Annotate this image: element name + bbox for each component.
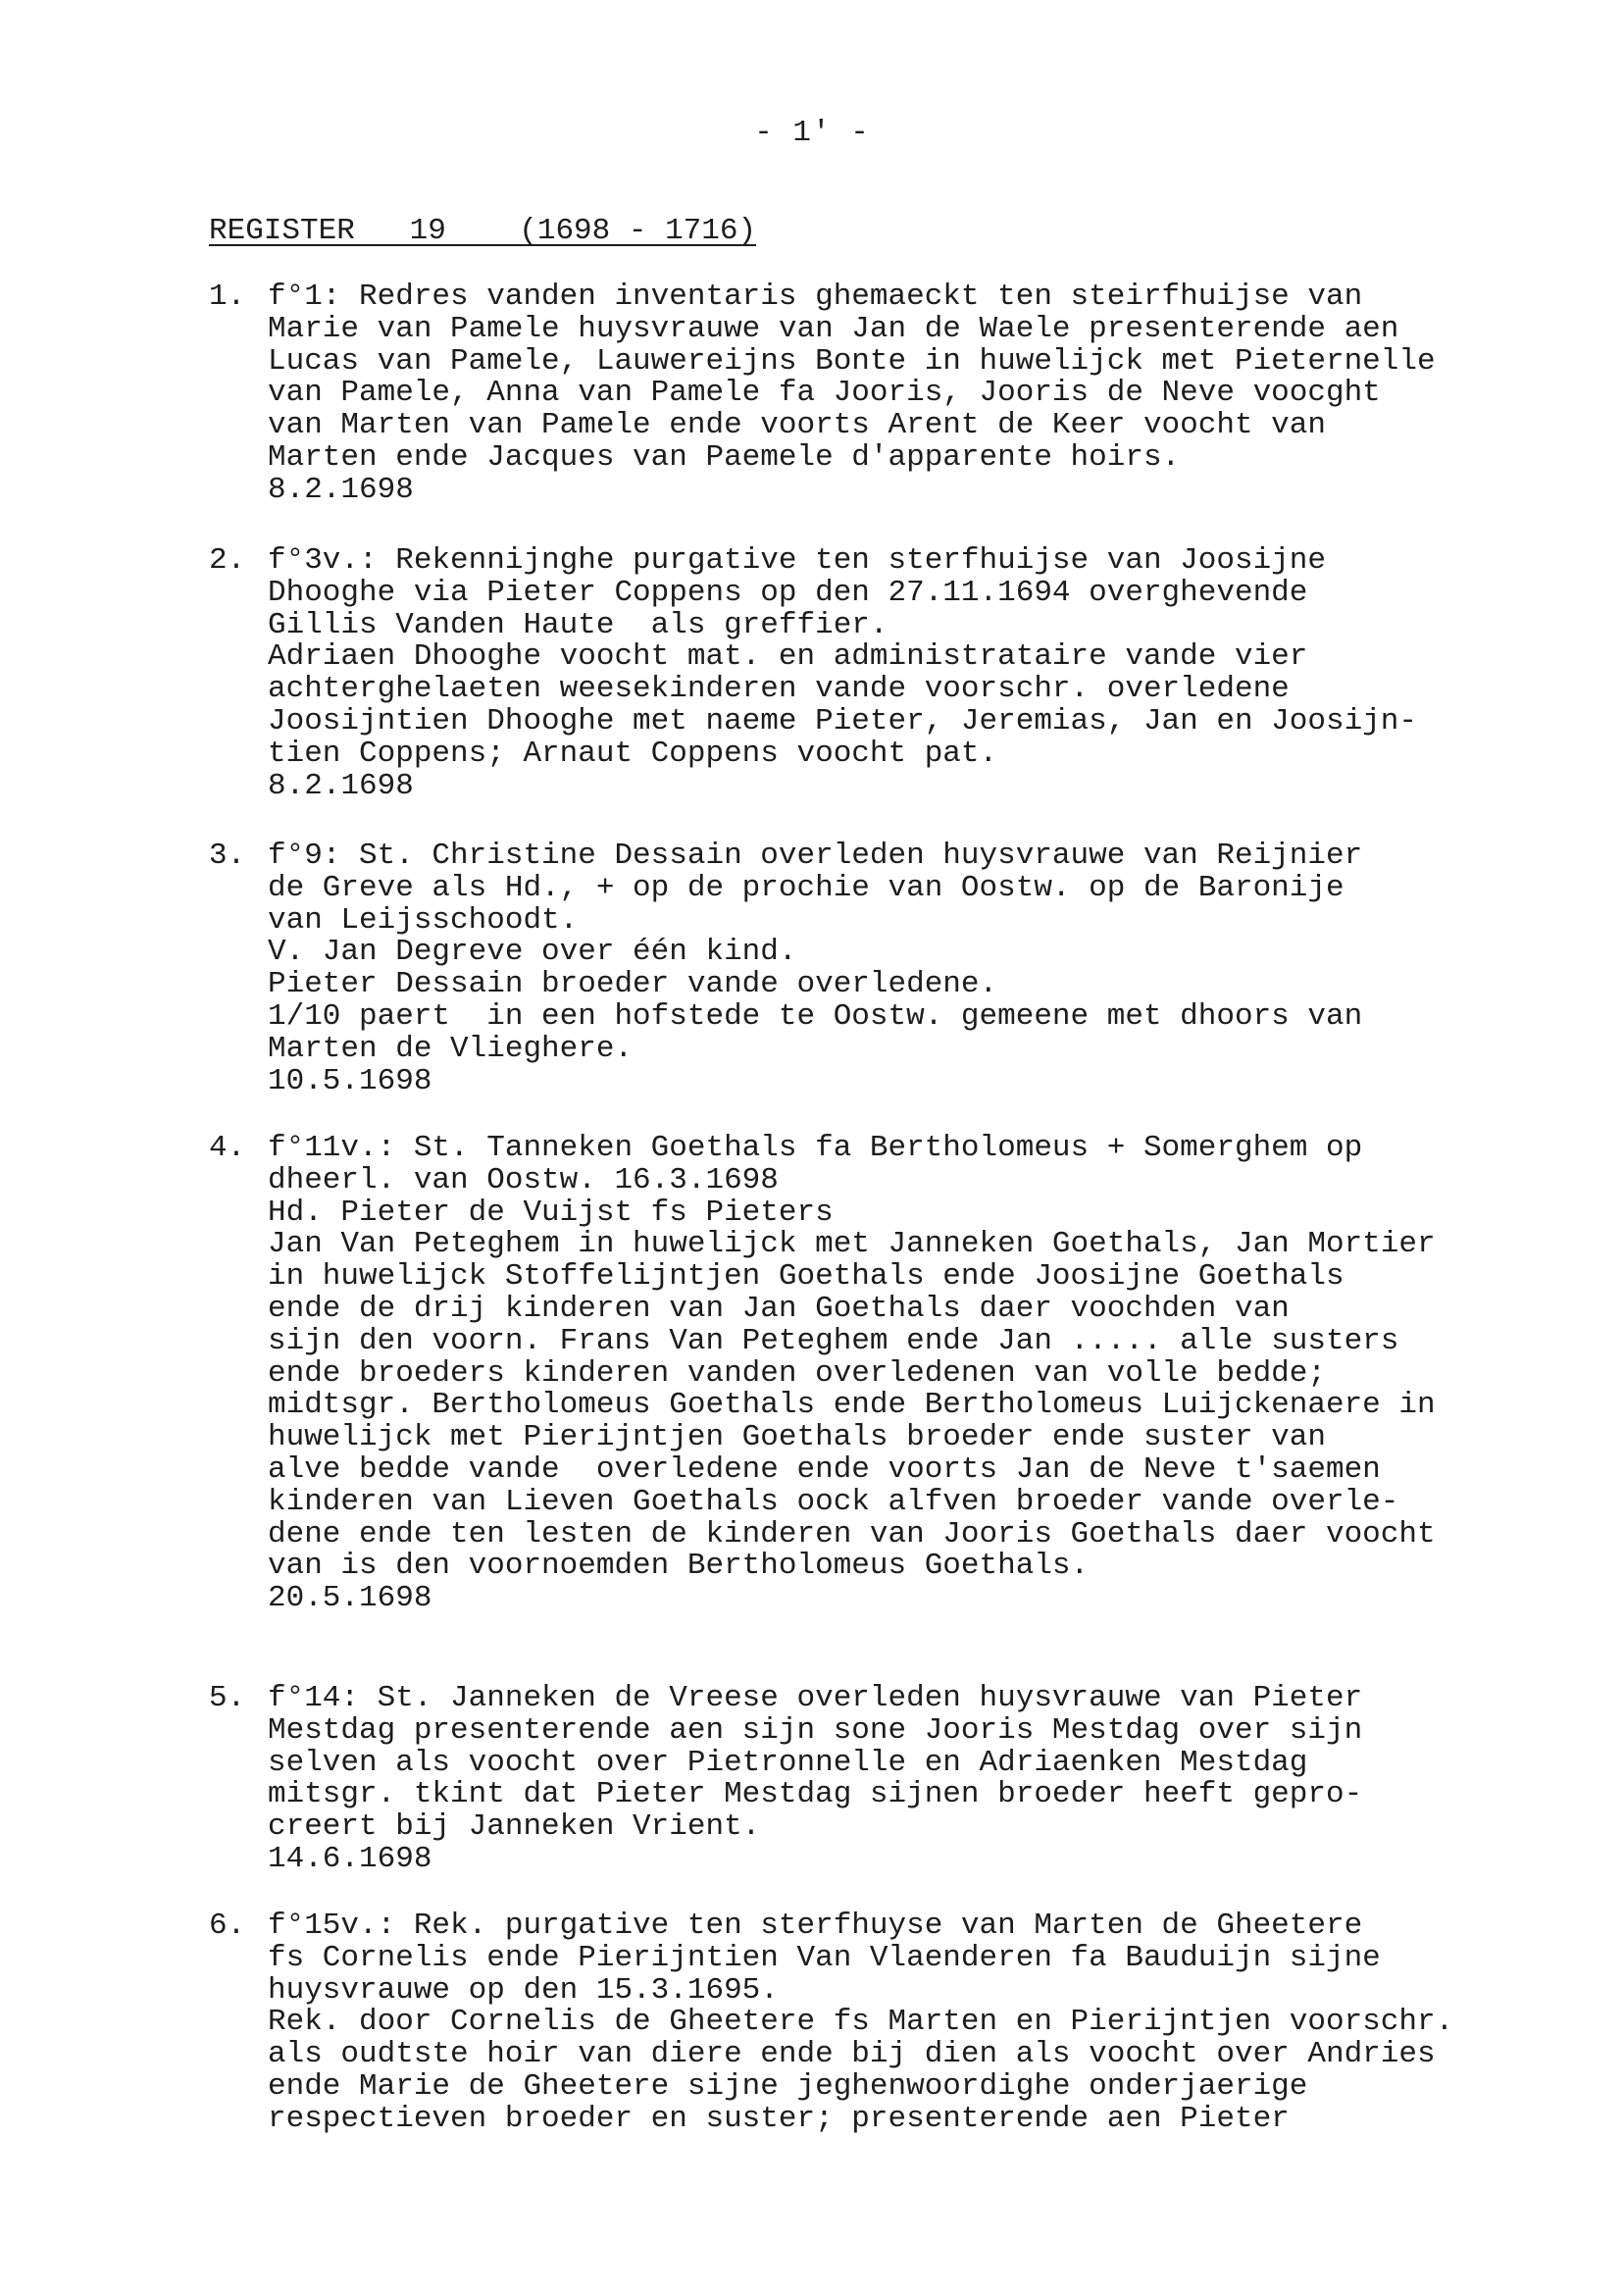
entry-line: f°1: Redres vanden inventaris ghemaeckt ten steirfhuijse van: [268, 280, 1363, 314]
entry-date: 14.6.1698: [268, 1841, 432, 1876]
entry-date: 8.2.1698: [268, 472, 414, 507]
entry-line: f°15v.: Rek. purgative ten sterfhuyse van Marten de Gheetere: [268, 1909, 1363, 1943]
entry-number: 6.: [209, 1909, 246, 1943]
entry-line: Rek. door Cornelis de Gheetere fs Marten en Pierijntjen voorschr.: [268, 2005, 1454, 2040]
entry-number: 5.: [209, 1681, 246, 1715]
entry-line: f°9: St. Christine Dessain overleden huysvrauwe van Reijnier: [268, 839, 1363, 873]
entry-text: [268, 1133, 1436, 1615]
entry-date: 8.2.1698: [268, 768, 414, 803]
entry-line: van Marten van Pamele ende voorts Arent de Keer voocht van: [268, 408, 1326, 443]
entry-line: f°14: St. Janneken de Vreese overleden huysvrauwe van Pieter: [268, 1681, 1363, 1715]
entry-text: [268, 840, 1362, 1097]
entry-line: huysvrauwe op den 15.3.1695.: [268, 1972, 779, 2008]
entry-line: Pieter Dessain broeder vande overledene.: [268, 967, 998, 1002]
entry-line: Hd. Pieter de Vuijst fs Pieters: [268, 1195, 834, 1230]
entry-text: [268, 545, 1417, 802]
entry-line: Marie van Pamele huysvrauwe van Jan de Waele presenterende aen: [268, 311, 1399, 346]
entry-number: 1.: [209, 280, 246, 314]
entry-line: ende de drij kinderen van Jan Goethals daer voochden van: [268, 1291, 1290, 1326]
entry-line: Gillis Vanden Haute als greffier.: [268, 607, 888, 642]
entry-line: dene ende ten lesten de kinderen van Jooris Goethals daer voocht: [268, 1516, 1436, 1552]
entry-line: V. Jan Degreve over één kind.: [268, 935, 797, 970]
entry-line: van is den voornoemden Bertholomeus Goethals.: [268, 1549, 1090, 1584]
entry-line: achterghelaeten weesekinderen vande voorschr. overledene: [268, 672, 1290, 707]
entry-line: creert bij Janneken Vrient.: [268, 1809, 761, 1845]
entry-line: in huwelijck Stoffelijntjen Goethals ende Joosijne Goethals: [268, 1259, 1345, 1295]
entry-line: fs Cornelis ende Pierijntien Van Vlaenderen fa Bauduijn sijne: [268, 1940, 1381, 1975]
entry-line: f°3v.: Rekennijnghe purgative ten sterfhuijse van Joosijne: [268, 543, 1326, 578]
entry-line: Lucas van Pamele, Lauwereijns Bonte in huwelijck met Pieternelle: [268, 343, 1436, 379]
entry-line: 1/10 paert in een hofstede te Oostw. gemeene met dhoors van: [268, 998, 1363, 1034]
entry-line: dheerl. van Oostw. 16.3.1698: [268, 1162, 779, 1197]
entry-line: als oudtste hoir van diere ende bij dien als voocht over Andries: [268, 2037, 1436, 2072]
entry-number: 2.: [209, 543, 246, 578]
entry-text: [268, 1910, 1453, 2136]
entry-line: van Leijsschoodt.: [268, 902, 579, 938]
entry-number: 3.: [209, 839, 246, 873]
entry-line: van Pamele, Anna van Pamele fa Jooris, Jooris de Neve voocght: [268, 376, 1381, 411]
entry-line: ende Marie de Gheetere sijne jeghenwoordighe onderjaerige: [268, 2068, 1308, 2104]
entry-date: 10.5.1698: [268, 1063, 432, 1098]
entry-line: Marten ende Jacques van Paemele d'apparente hoirs.: [268, 439, 1181, 475]
entry-date: 20.5.1698: [268, 1581, 432, 1616]
entry-line: Joosijntien Dhooghe met naeme Pieter, Jeremias, Jan en Joosijn-: [268, 703, 1417, 738]
entry-text: [268, 1683, 1362, 1876]
entry-line: de Greve als Hd., + op de prochie van Oostw. op de Baronije: [268, 870, 1345, 905]
entry-line: respectieven broeder en suster; presenterende aen Pieter: [268, 2101, 1290, 2136]
entry-line: huwelijck met Pierijntjen Goethals broeder ende suster van: [268, 1420, 1326, 1455]
entry-line: kinderen van Lieven Goethals oock alfven broeder vande overle-: [268, 1484, 1399, 1519]
entry-line: Adriaen Dhooghe voocht mat. en administrataire vande vier: [268, 639, 1308, 675]
entry-line: f°11v.: St. Tanneken Goethals fa Bertholomeus + Somerghem op: [268, 1131, 1363, 1165]
page-number: - 1' -: [754, 116, 870, 150]
entry-line: alve bedde vande overledene ende voorts Jan de Neve t'saemen: [268, 1451, 1381, 1487]
entry-line: Dhooghe via Pieter Coppens op den 27.11.1694 overghevende: [268, 575, 1308, 610]
entry-number: 4.: [209, 1131, 246, 1165]
entry-line: selven als voocht over Pietronnelle en Adriaenken Mestdag: [268, 1745, 1308, 1780]
entry-line: sijn den voorn. Frans Van Peteghem ende Jan ..... alle susters: [268, 1323, 1399, 1358]
register-title: REGISTER 19 (1698 - 1716): [209, 214, 757, 248]
entry-line: Jan Van Peteghem in huwelijck met Janneken Goethals, Jan Mortier: [268, 1227, 1436, 1262]
entry-line: tien Coppens; Arnaut Coppens voocht pat.: [268, 736, 998, 771]
entry-line: Marten de Vlieghere.: [268, 1031, 634, 1066]
entry-line: midtsgr. Bertholomeus Goethals ende Bertholomeus Luijckenaere in: [268, 1388, 1436, 1423]
entry-line: Mestdag presenterende aen sijn sone Jooris Mestdag over sijn: [268, 1712, 1363, 1748]
entry-line: mitsgr. tkint dat Pieter Mestdag sijnen broeder heeft gepro-: [268, 1777, 1363, 1812]
entry-text: [268, 281, 1436, 507]
entry-line: ende broeders kinderen vanden overledenen van volle bedde;: [268, 1355, 1326, 1391]
